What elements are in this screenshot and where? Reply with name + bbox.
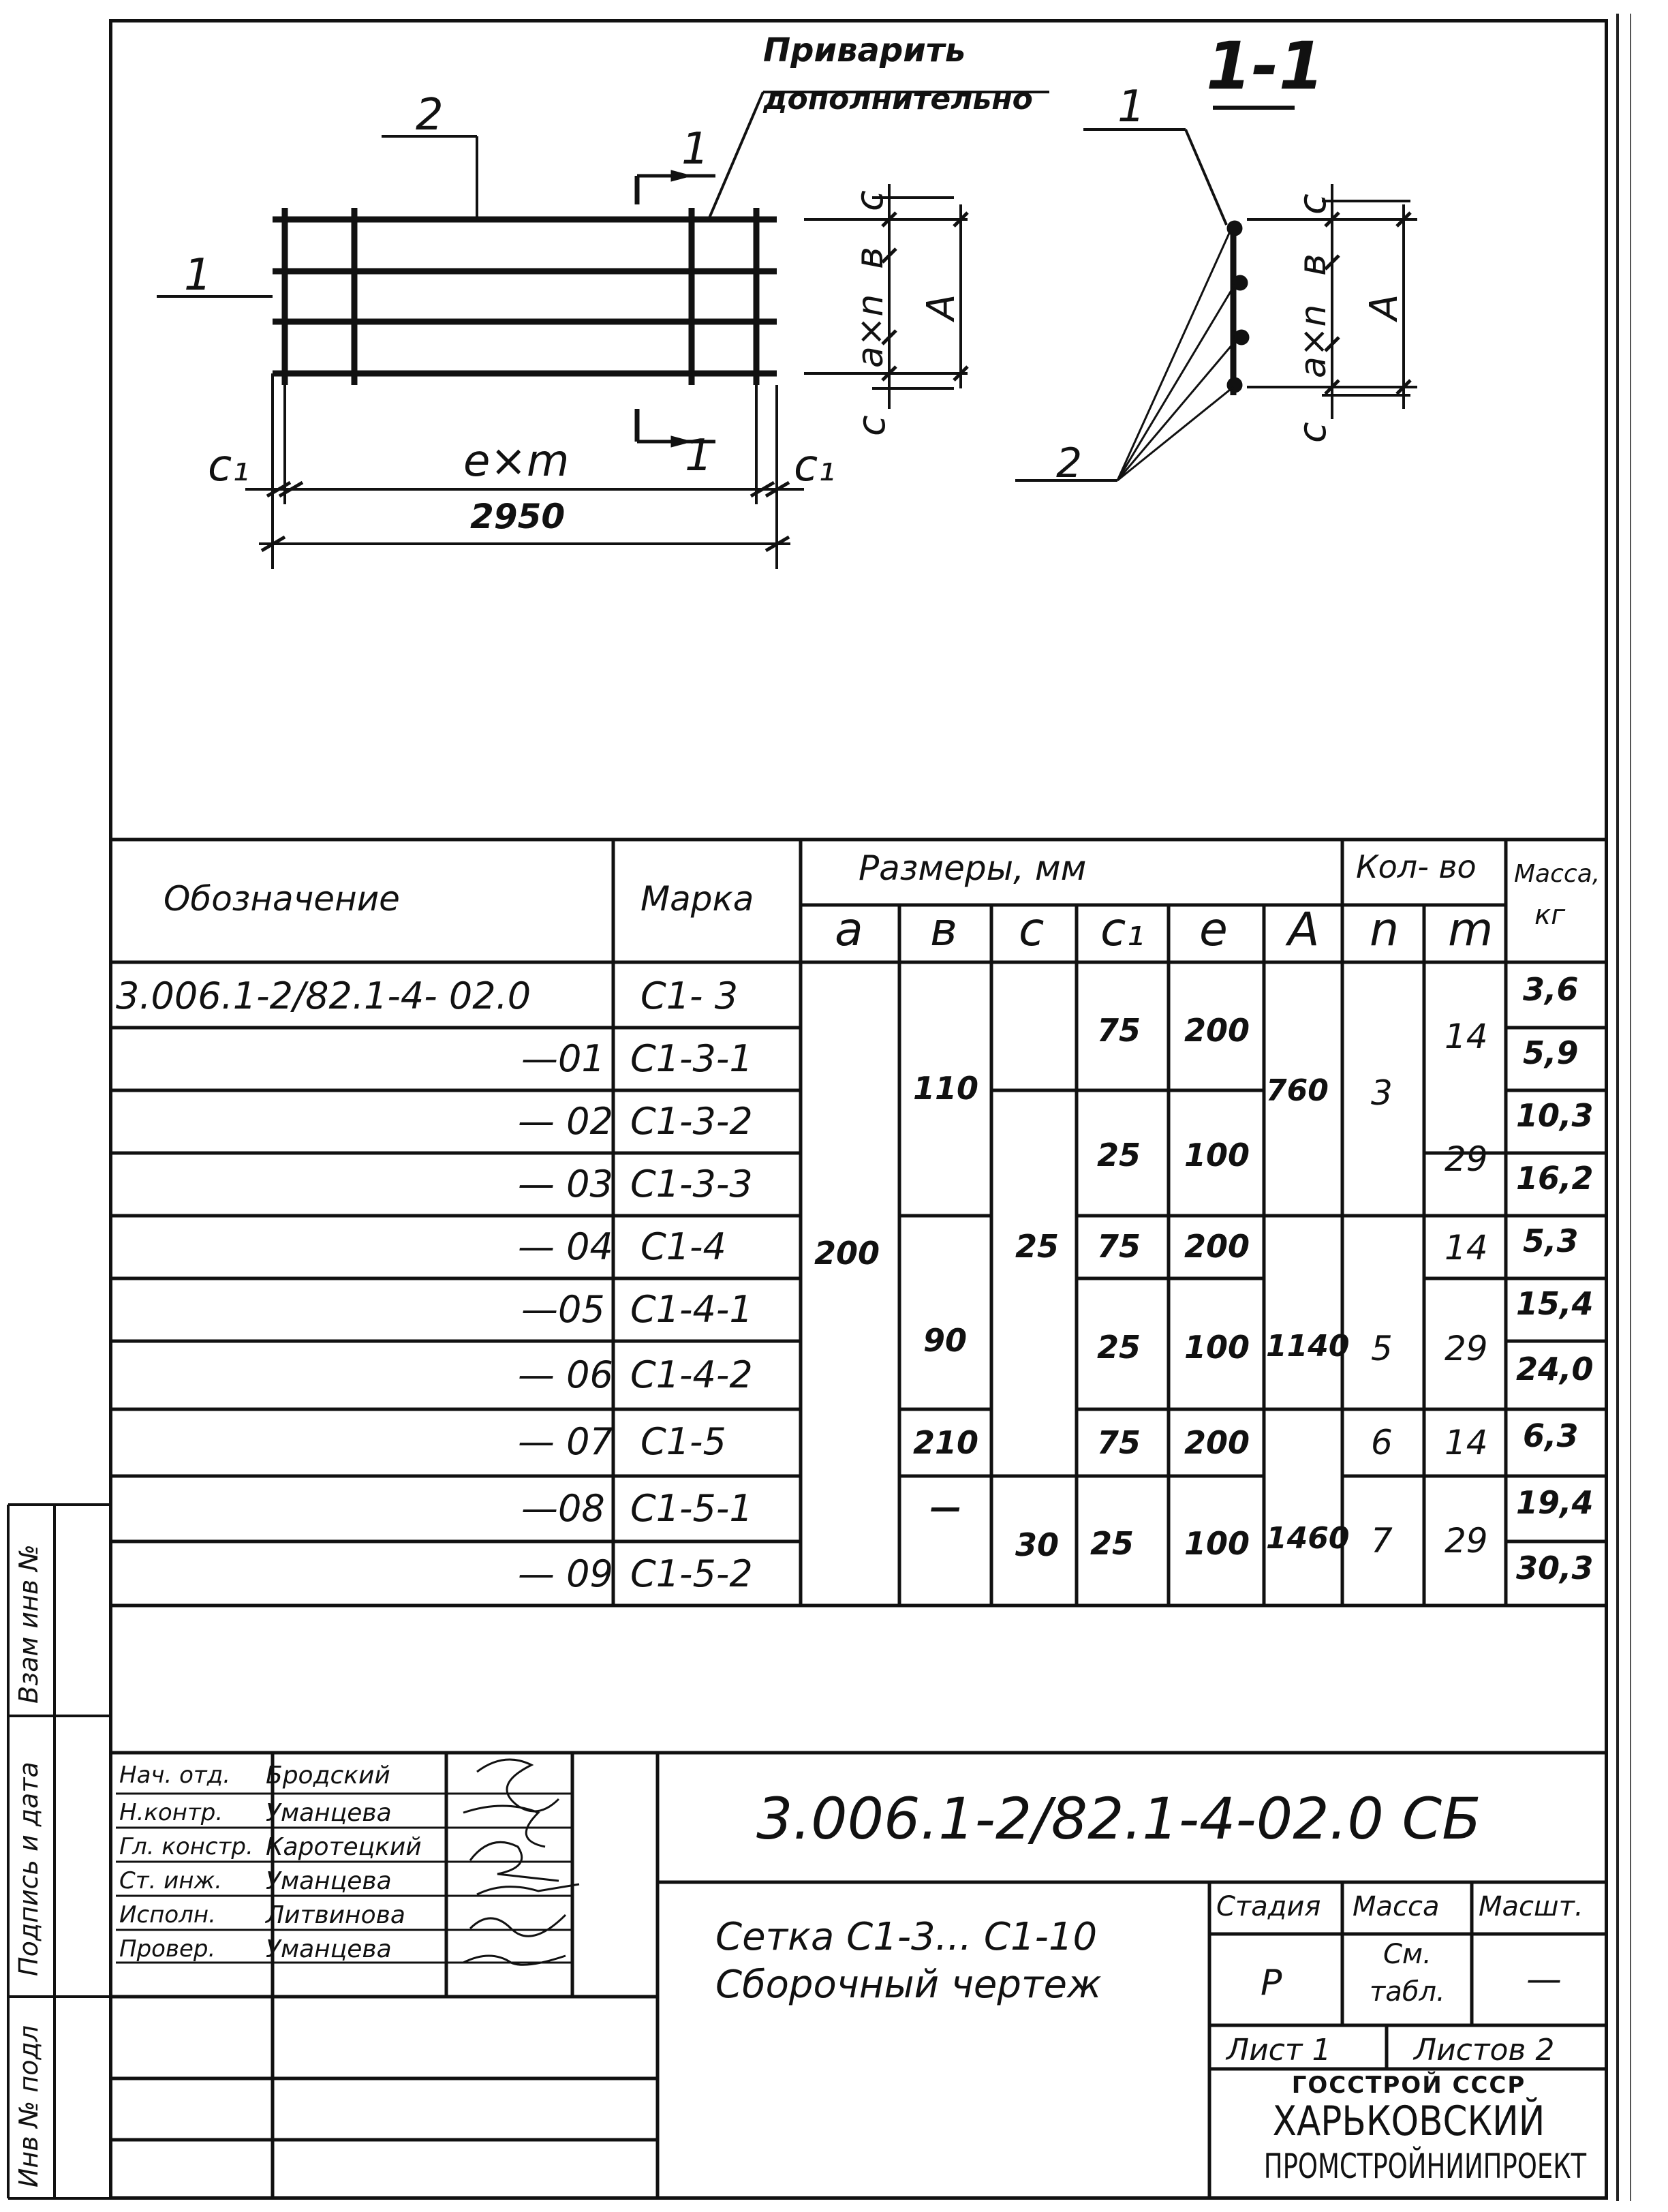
cell-e: 200	[1184, 1228, 1250, 1265]
cell-m: 29	[1445, 1139, 1488, 1179]
cell-n: 7	[1371, 1521, 1393, 1561]
section-dim-b: в	[1291, 253, 1335, 276]
cell-m: 14	[1445, 1423, 1488, 1462]
section-dim-c-top: c	[1291, 194, 1335, 215]
dim-2950: 2950	[470, 497, 566, 536]
head-mass-2: кг	[1534, 900, 1566, 931]
dim-A: A	[919, 294, 963, 320]
row-mark: C1-5-1	[630, 1487, 753, 1530]
cell-c1: 25	[1097, 1137, 1141, 1173]
cut-mark-top: 1	[681, 124, 709, 174]
row-mass: 5,9	[1523, 1034, 1579, 1071]
role-label: Исполн.	[119, 1901, 216, 1929]
role-label: Ст. инж.	[119, 1867, 222, 1894]
cell-c: 30	[1015, 1526, 1060, 1563]
dim-b: в	[848, 246, 892, 269]
sub-A: A	[1288, 903, 1320, 957]
mass-value-2: табл.	[1370, 1976, 1445, 2008]
mass-value-1: См.	[1383, 1939, 1432, 1970]
weld-note-line1: Приварить	[763, 31, 966, 70]
cell-b: 110	[913, 1070, 979, 1107]
row-mark: C1-3-3	[630, 1163, 753, 1205]
row-code: — 09	[518, 1552, 613, 1595]
row-mass: 5,3	[1523, 1223, 1579, 1259]
leader-2: 2	[416, 90, 444, 140]
row-mark: C1-5-2	[630, 1552, 753, 1595]
cell-e: 100	[1184, 1525, 1250, 1562]
row-mass: 10,3	[1516, 1097, 1594, 1134]
cell-e: 100	[1184, 1137, 1250, 1173]
section-label: 1-1	[1206, 28, 1325, 104]
section-dim-c-bottom: c	[1291, 422, 1335, 443]
sub-a: a	[835, 903, 863, 957]
row-mark: C1-4	[640, 1225, 726, 1268]
cell-c1: 75	[1097, 1228, 1141, 1265]
row-mass: 16,2	[1516, 1160, 1594, 1197]
section-leader-2: 2	[1056, 440, 1083, 487]
cell-b: 90	[923, 1322, 968, 1359]
cell-c1: 75	[1097, 1424, 1141, 1461]
row-mark: C1-3-2	[630, 1100, 753, 1143]
cell-c1: 75	[1097, 1012, 1141, 1049]
weld-note-line2: дополнительно	[763, 82, 1033, 117]
section-dim-axn: a×n	[1293, 304, 1334, 378]
role-name: Уманцева	[266, 1867, 392, 1895]
cell-e: 200	[1184, 1424, 1250, 1461]
sign-date-label: Подпись и дата	[14, 1762, 44, 1976]
cell-m: 29	[1445, 1329, 1488, 1368]
row-mark: C1-5	[640, 1420, 726, 1463]
sub-c: c	[1019, 903, 1045, 957]
doc-name-1: Сетка С1-3... С1-10	[715, 1915, 1098, 1959]
row-code: 3.006.1-2/82.1-4- 02.0	[116, 974, 531, 1017]
head-qty: Кол- во	[1356, 848, 1477, 885]
mass-label: Масса	[1353, 1891, 1440, 1922]
cell-c: 25	[1015, 1228, 1060, 1265]
doc-code: 3.006.1-2/82.1-4-02.0 СБ	[756, 1785, 1481, 1852]
sub-c1: c₁	[1100, 903, 1145, 957]
role-name: Литвинова	[266, 1901, 405, 1929]
inv-orig-label: Инв № подл	[14, 2025, 44, 2187]
org-line-1: ГОССТРОЙ СССР	[1291, 2072, 1526, 2099]
head-mass-1: Масса,	[1514, 860, 1601, 888]
role-name: Уманцева	[266, 1799, 392, 1827]
role-name: Каротецкий	[266, 1833, 422, 1861]
row-code: — 07	[518, 1420, 613, 1463]
role-label: Гл. констр.	[119, 1833, 253, 1860]
row-code: —05	[521, 1288, 605, 1331]
cell-A: 760	[1266, 1073, 1329, 1108]
head-designation: Обозначение	[164, 879, 400, 919]
role-label: Провер.	[119, 1935, 216, 1963]
section-leader-1: 1	[1117, 82, 1145, 132]
row-mass: 24,0	[1516, 1351, 1594, 1387]
row-mark: C1-4-1	[630, 1288, 753, 1331]
cell-e: 200	[1184, 1012, 1250, 1049]
row-mass: 6,3	[1523, 1417, 1579, 1454]
sub-n: n	[1370, 903, 1400, 957]
cell-e: 100	[1184, 1329, 1250, 1366]
cell-n: 5	[1371, 1329, 1393, 1368]
cell-c1: 25	[1097, 1329, 1141, 1366]
cell-A: 1140	[1266, 1329, 1350, 1364]
cell-n: 3	[1371, 1073, 1393, 1113]
row-code: —01	[521, 1037, 605, 1080]
cell-m: 29	[1445, 1521, 1488, 1561]
cell-m: 14	[1445, 1228, 1488, 1268]
dim-c-top: c	[848, 190, 892, 211]
leader-1: 1	[184, 250, 212, 301]
dim-c1-right: c₁	[794, 441, 835, 491]
cell-m: 14	[1445, 1017, 1488, 1056]
row-code: — 06	[518, 1353, 613, 1396]
scale-label: Масшт.	[1479, 1891, 1584, 1922]
cell-n: 6	[1371, 1423, 1393, 1462]
row-mass: 30,3	[1516, 1550, 1594, 1586]
sub-e: e	[1199, 903, 1228, 957]
row-code: —08	[521, 1487, 605, 1530]
sub-b: в	[930, 903, 958, 957]
row-code: — 04	[518, 1225, 613, 1268]
head-mark: Марка	[640, 879, 754, 919]
dim-axn: a×n	[850, 294, 891, 368]
org-line-3: ПРОМСТРОЙНИИПРОЕКТ	[1263, 2147, 1587, 2186]
dim-exm: e×m	[463, 436, 570, 487]
sheet-label: Лист 1	[1226, 2033, 1331, 2068]
stage-value: Р	[1261, 1963, 1282, 2003]
row-mark: C1-4-2	[630, 1353, 753, 1396]
row-code: — 02	[518, 1100, 613, 1143]
doc-name-2: Сборочный чертеж	[715, 1963, 1102, 2007]
sheets-label: Листов 2	[1414, 2033, 1555, 2068]
cell-a: 200	[814, 1235, 880, 1272]
row-mass: 3,6	[1523, 971, 1579, 1008]
dim-c1-left: c₁	[208, 441, 249, 491]
sub-m: m	[1448, 903, 1494, 957]
role-label: Нач. отд.	[119, 1762, 231, 1789]
dim-c-bottom: c	[850, 415, 894, 436]
cell-c1: 25	[1090, 1525, 1134, 1562]
row-mass: 19,4	[1516, 1484, 1594, 1521]
row-mass: 15,4	[1516, 1285, 1594, 1322]
section-dim-A: A	[1362, 294, 1406, 320]
cell-A: 1460	[1266, 1521, 1350, 1556]
row-mark: C1- 3	[640, 974, 739, 1017]
cut-mark-bottom: 1	[685, 431, 713, 481]
cell-b: 210	[913, 1424, 979, 1461]
cell-b: —	[930, 1489, 961, 1526]
role-name: Бродский	[266, 1762, 390, 1789]
scale-value: —	[1526, 1959, 1562, 2000]
row-mark: C1-3-1	[630, 1037, 753, 1080]
role-label: Н.контр.	[119, 1799, 223, 1826]
stage-label: Стадия	[1216, 1891, 1321, 1922]
head-sizes: Размеры, мм	[859, 848, 1087, 888]
role-name: Уманцева	[266, 1935, 392, 1963]
replace-inv-label: Взам инв №	[14, 1544, 44, 1704]
org-line-2: ХАРЬКОВСКИЙ	[1272, 2098, 1545, 2145]
row-code: — 03	[518, 1163, 613, 1205]
